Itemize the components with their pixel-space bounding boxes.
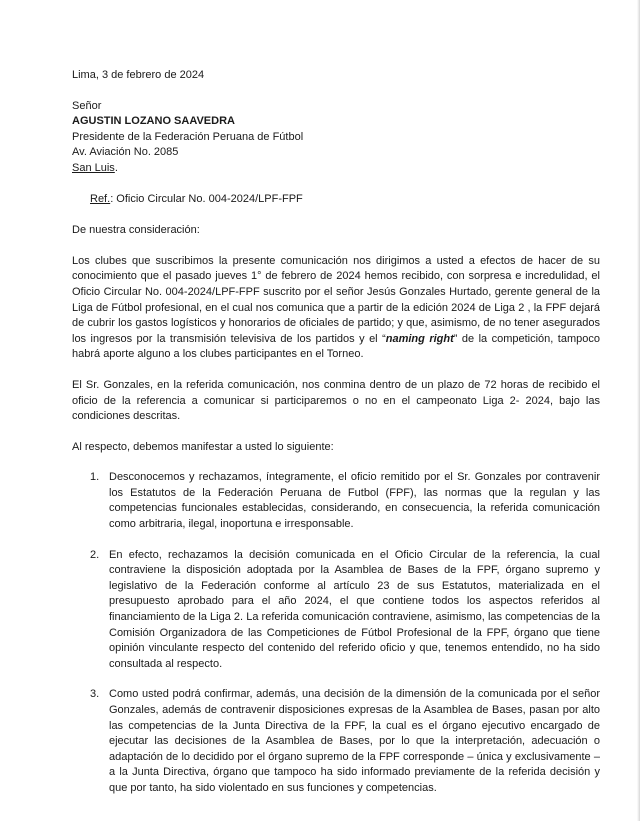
paragraph-1-emphasis: naming right (385, 332, 454, 345)
recipient-name: AGUSTIN LOZANO SAAVEDRA (72, 115, 235, 128)
recipient-position: Presidente de la Federación Peruana de Fútbol (72, 130, 304, 143)
list-item (72, 548, 600, 673)
list-item-text: En efecto, rechazamos la decisión comunicada en el Oficio Circular de la referencia, la cual contraviene la disposición adoptada por la Asamblea de Bases de la FPF, órgano supremo y legislativo de la Federación conforme al artículo 23 de sus Estatutos, materializada en el presupuesto aprobado para el año 2024, el que contiene todos los aspectos referidos al financiamiento de la Liga 2. La referida comunicación contraviene, asimismo, las competencias de la Comisión Organizadora de las Competiciones de Fútbol Profesional de la FPF, órgano que tiene opinión vinculante respecto del contenido del referido oficio y que, tenemos entendido, no ha sido consultada al respecto. (109, 548, 600, 670)
reference-label: Ref. (90, 192, 111, 205)
recipient-block (72, 99, 600, 177)
list-item-number: 3. (90, 688, 100, 701)
paragraph-1-text-b: ” de la competición, tampoco habrá aporte alguno a los clubes participantes en el Torneo. (72, 332, 600, 361)
paragraph-3: Al respecto, debemos manifestar a usted lo siguiente: (72, 440, 334, 453)
reference-line (72, 192, 600, 208)
letter-date: Lima, 3 de febrero de 2024 (72, 69, 205, 81)
recipient-city-line: San Luis. (72, 161, 118, 174)
recipient-city: San Luis (72, 161, 115, 174)
numbered-list (72, 470, 600, 796)
reference-text: : Oficio Circular No. 004-2024/LPF-FPF (110, 192, 303, 205)
recipient-address: Av. Aviación No. 2085 (72, 146, 179, 159)
salutation: De nuestra consideración: (72, 224, 200, 237)
list-item (72, 470, 600, 532)
recipient-title: Señor (72, 99, 102, 112)
paragraph-1 (72, 254, 600, 363)
paragraph-2: El Sr. Gonzales, en la referida comunicación, nos conmina dentro de un plazo de 72 horas de recibido el oficio de la referencia a comunicar si participaremos o no en el campeonato Liga 2- 2024, bajo las condiciones descritas. (72, 378, 600, 423)
paragraph-1-text-a: Los clubes que suscribimos la presente comunicación nos dirigimos a usted a efectos de hacer de su conocimiento que el pasado jueves 1° de febrero de 2024 hemos recibido, con sorpresa e incredulidad, el Oficio Circular No. 004-2024/LPF-FPF suscrito por el señor Jesús Gonzales Hurtado, gerente general de la Liga de Fútbol profesional, en el cual nos comunica que a partir de la edición 2024 de Liga 2 , la FPF dejará de cubrir los gastos logísticos y honorarios de oficiales de partido; y que, asimismo, de no tener asegurados los ingresos por la transmisión televisiva de los partidos y el “ (72, 254, 600, 345)
list-item (72, 687, 600, 796)
list-item-text: Como usted podrá confirmar, además, una decisión de la dimensión de la comunicada por el señor Gonzales, además de contravenir disposiciones expresas de la Asamblea de Bases, pasan por alto las competencias de la Junta Directiva de la FPF, la cual es el órgano ejecutivo encargado de ejecutar las decisiones de la Asamblea de Bases, por lo que la interpretación, adecuación o adaptación de lo decidido por el órgano supremo de la FPF corresponde – única y exclusivamente – a la Junta Directiva, órgano que tampoco ha sido informado previamente de la referida decisión y que por tanto, ha sido violentado en sus funciones y competencias. (109, 688, 600, 794)
list-item-text: Desconocemos y rechazamos, íntegramente, el oficio remitido por el Sr. Gonzales por contravenir los Estatutos de la Federación Peruana de Futbol (FPF), las normas que la regulan y las competencias funcionales establecidas, considerando, en consecuencia, la referida comunicación como arbitraria, ilegal, inoportuna e irresponsable. (109, 471, 600, 531)
list-item-number: 1. (90, 471, 100, 484)
list-item-number: 2. (90, 548, 100, 561)
